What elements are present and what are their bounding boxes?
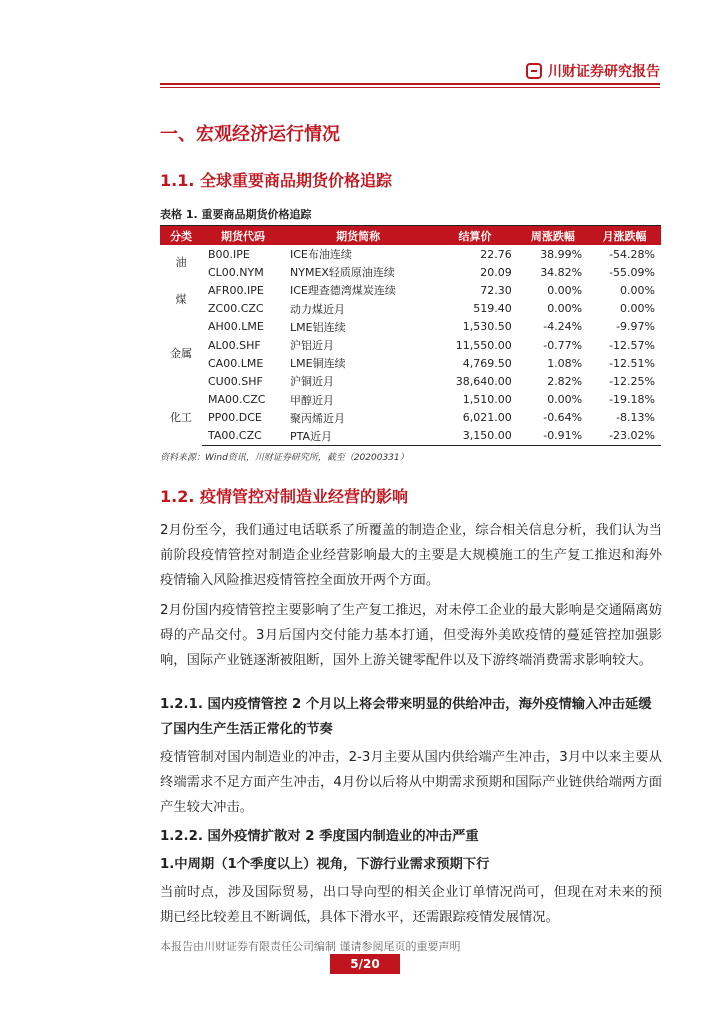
col-header-month: 月涨跌幅 bbox=[588, 226, 661, 245]
cell-code: PP00.DCE bbox=[208, 411, 262, 425]
cell-name: 动力煤近月 bbox=[290, 302, 345, 316]
cell-price: 20.09 bbox=[480, 265, 512, 279]
col-header-category: 分类 bbox=[160, 226, 202, 245]
header-rule bbox=[160, 83, 660, 85]
heading-1-2-2: 1.2.2. 国外疫情扩散对 2 季度国内制造业的冲击严重 bbox=[160, 829, 479, 844]
table-row bbox=[160, 281, 661, 299]
cell-code: ZC00.CZC bbox=[208, 302, 264, 316]
cell-week: -0.64% bbox=[543, 411, 583, 425]
cell-month: 0.00% bbox=[620, 302, 655, 316]
table-row bbox=[160, 336, 661, 354]
col-header-name: 期货简称 bbox=[284, 226, 432, 245]
cell-price: 519.40 bbox=[473, 302, 512, 316]
table-row bbox=[160, 427, 661, 446]
page-header bbox=[160, 55, 660, 85]
col-header-code: 期货代码 bbox=[202, 226, 284, 245]
cell-month: -8.13% bbox=[616, 411, 655, 425]
category-chem: 化工 bbox=[170, 411, 192, 425]
table-row bbox=[160, 354, 661, 372]
cell-week: 0.00% bbox=[547, 393, 583, 407]
cell-code: AFR00.IPE bbox=[208, 283, 264, 297]
table-row bbox=[160, 409, 661, 427]
cell-week: 34.82% bbox=[540, 265, 583, 279]
cell-week: -0.77% bbox=[543, 338, 583, 352]
paragraph-1: 2月份至今，我们通过电话联系了所覆盖的制造企业，综合相关信息分析，我们认为当前阶段疫情管控对制造企业经营影响最大的主要是大规模施工的生产复工推迟和海外疫情输入风险推迟疫情管控全面放开两个方面。 bbox=[160, 523, 662, 588]
header-rule-thin bbox=[160, 87, 660, 88]
cell-month: -12.57% bbox=[609, 338, 655, 352]
heading-mid-cycle: 1.中周期（1个季度以上）视角，下游行业需求预期下行 bbox=[160, 857, 490, 872]
subsection-title-1-1: 1.1. 全球重要商品期货价格追踪 bbox=[160, 171, 392, 190]
table-title: 表格 1. 重要商品期货价格追踪 bbox=[160, 206, 661, 226]
brand-logo-icon bbox=[526, 63, 542, 79]
cell-week: -0.91% bbox=[518, 427, 588, 446]
cell-month: -19.18% bbox=[609, 393, 655, 407]
cell-month: -55.09% bbox=[609, 265, 655, 279]
cell-price: 38,640.00 bbox=[455, 374, 512, 388]
cell-price: 22.76 bbox=[480, 247, 512, 261]
cell-price: 6,021.00 bbox=[462, 411, 512, 425]
footer-disclaimer: 本报告由川财证券有限责任公司编制 谨请参阅尾页的重要声明 bbox=[160, 940, 461, 953]
cell-price: 3,150.00 bbox=[432, 427, 517, 446]
cell-code: TA00.CZC bbox=[202, 427, 284, 446]
cell-week: 0.00% bbox=[547, 283, 583, 297]
cell-week: 38.99% bbox=[540, 247, 583, 261]
paragraph-2: 2月份国内疫情管控主要影响了生产复工推迟，对未停工企业的最大影响是交通隔离妨碍的产品交付。3月后国内交付能力基本打通，但受海外美欧疫情的蔓延管控加强影响，国际产业链逐渐被阻断，国外上游关键零配件以及下游终端消费需求影响较大。 bbox=[160, 603, 662, 668]
table-row bbox=[160, 300, 661, 318]
col-header-week: 周涨跌幅 bbox=[518, 226, 588, 245]
cell-name: NYMEX轻质原油连续 bbox=[290, 266, 395, 280]
section-title: 一、宏观经济运行情况 bbox=[160, 124, 340, 145]
cell-code: AL00.SHF bbox=[208, 338, 261, 352]
cell-name: ICE布油连续 bbox=[290, 248, 352, 262]
cell-month: -23.02% bbox=[588, 427, 661, 446]
paragraph-3: 疫情管制对国内制造业的冲击，2-3月主要从国内供给端产生冲击，3月中以来主要从终端需求不足方面产生冲击，4月份以后将从中期需求预期和国际产业链供给端两方面产生较大冲击。 bbox=[160, 750, 662, 815]
brand bbox=[526, 61, 660, 81]
table-source-note: 资料来源：Wind资讯，川财证券研究所，截至（20200331） bbox=[160, 453, 409, 464]
cell-month: -9.97% bbox=[616, 320, 655, 334]
category-coal: 煤 bbox=[175, 292, 187, 306]
subsection-title-1-2: 1.2. 疫情管控对制造业经营的影响 bbox=[160, 487, 408, 506]
cell-month: -12.51% bbox=[609, 356, 655, 370]
cell-week: 1.08% bbox=[547, 356, 583, 370]
category-oil: 油 bbox=[175, 256, 187, 270]
col-header-price: 结算价 bbox=[432, 226, 517, 245]
table-row bbox=[160, 245, 661, 263]
category-metal: 金属 bbox=[170, 347, 192, 361]
cell-month: -12.25% bbox=[609, 374, 655, 388]
table-row bbox=[160, 391, 661, 409]
cell-name: 甲醇近月 bbox=[290, 393, 334, 407]
table-header-row bbox=[160, 226, 661, 245]
page-number: 5/20 bbox=[330, 954, 400, 974]
cell-month: -54.28% bbox=[609, 247, 655, 261]
table-body bbox=[160, 245, 661, 446]
heading-1-2-1: 1.2.1. 国内疫情管控 2 个月以上将会带来明显的供给冲击，海外疫情输入冲击延缓了国内生产生活正常化的节奏 bbox=[160, 697, 652, 737]
cell-price: 1,530.50 bbox=[462, 320, 512, 334]
cell-month: 0.00% bbox=[620, 283, 655, 297]
cell-name: PTA近月 bbox=[284, 427, 432, 446]
cell-name: 沪铝近月 bbox=[290, 339, 334, 353]
cell-week: -4.24% bbox=[543, 320, 583, 334]
cell-week: 0.00% bbox=[547, 302, 583, 316]
paragraph-4: 当前时点，涉及国际贸易，出口导向型的相关企业订单情况尚可，但现在对未来的预期已经比较差且不断调低，具体下滑水平，还需跟踪疫情发展情况。 bbox=[160, 885, 662, 925]
table-row bbox=[160, 263, 661, 281]
cell-code: CL00.NYM bbox=[208, 265, 264, 279]
cell-code: CU00.SHF bbox=[208, 374, 263, 388]
commodity-futures-table bbox=[160, 206, 661, 463]
cell-name: 沪铜近月 bbox=[290, 375, 334, 389]
cell-price: 1,510.00 bbox=[462, 393, 512, 407]
cell-code: B00.IPE bbox=[208, 247, 250, 261]
cell-code: CA00.LME bbox=[208, 356, 264, 370]
brand-name: 川财证券研究报告 bbox=[548, 64, 660, 80]
cell-price: 11,550.00 bbox=[455, 338, 512, 352]
cell-week: 2.82% bbox=[547, 374, 583, 388]
cell-price: 72.30 bbox=[480, 283, 512, 297]
cell-name: LME铝连续 bbox=[290, 320, 346, 334]
table-row bbox=[160, 318, 661, 336]
cell-name: LME铜连续 bbox=[290, 357, 346, 371]
cell-code: MA00.CZC bbox=[208, 393, 266, 407]
cell-price: 4,769.50 bbox=[462, 356, 512, 370]
cell-name: ICE理查德湾煤炭连续 bbox=[290, 284, 396, 298]
table-row bbox=[160, 372, 661, 390]
table bbox=[160, 226, 661, 446]
cell-code: AH00.LME bbox=[208, 320, 264, 334]
cell-name: 聚丙烯近月 bbox=[290, 411, 345, 425]
